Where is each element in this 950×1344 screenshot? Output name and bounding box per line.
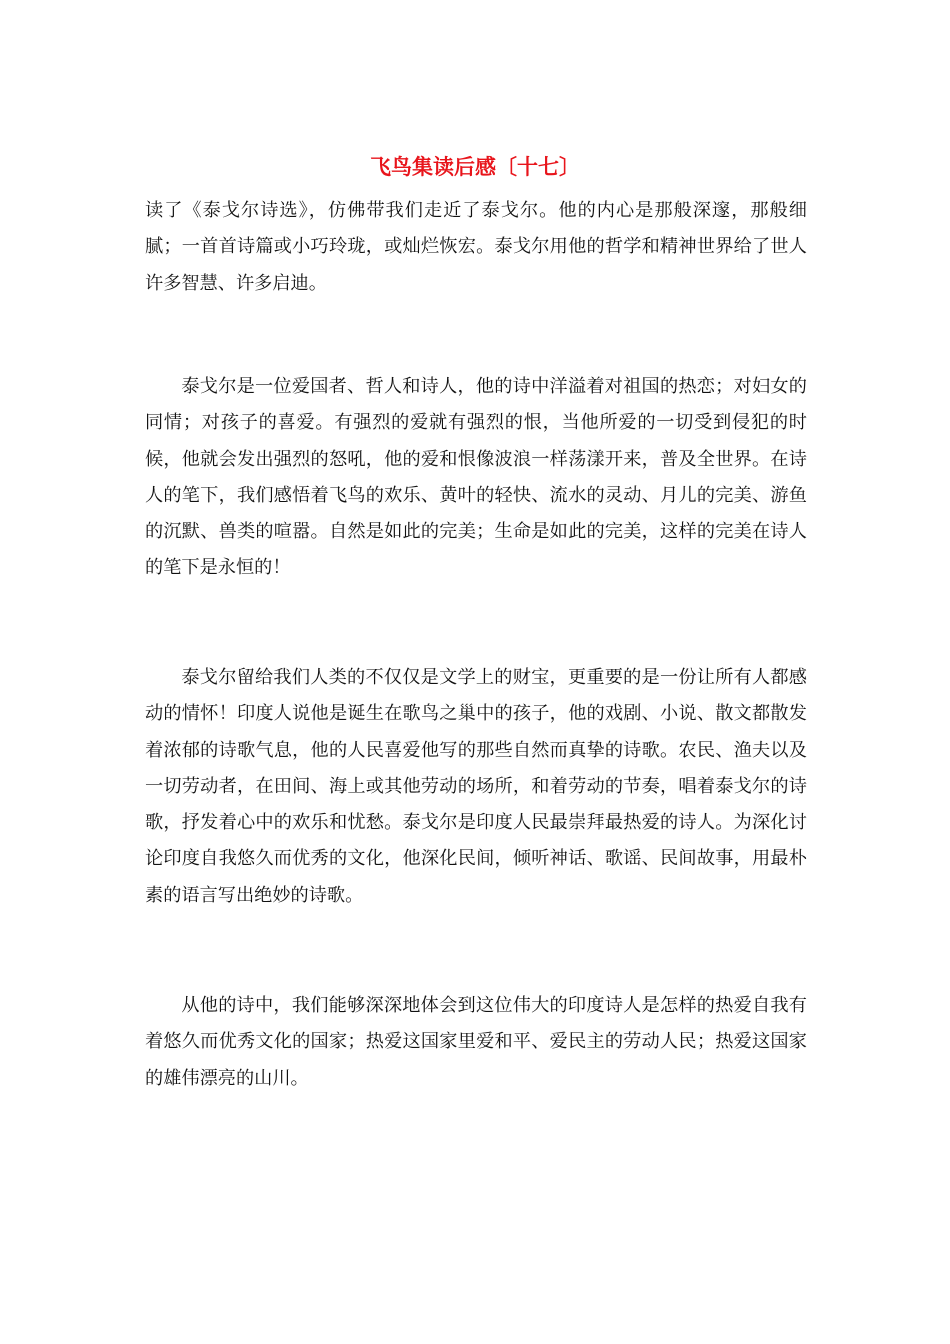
paragraph-3: 泰戈尔留给我们人类的不仅仅是文学上的财宝，更重要的是一份让所有人都感动的情怀！印度人说他是诞生在歌鸟之巢中的孩子，他的戏剧、小说、散文都散发着浓郁的诗歌气息，他的人民喜爱他写的那些自然而真挚的诗歌。农民、渔夫以及一切劳动者，在田间、海上或其他劳动的场所，和着劳动的节奏，唱着泰戈尔的诗歌，抒发着心中的欢乐和忧愁。泰戈尔是印度人民最崇拜最热爱的诗人。为深化讨论印度自我悠久而优秀的文化，他深化民间，倾听神话、歌谣、民间故事，用最朴素的语言写出绝妙的诗歌。 — [145, 667, 807, 906]
paragraph-1: 读了《泰戈尔诗选》，仿佛带我们走近了泰戈尔。他的内心是那般深邃，那般细腻；一首首诗篇或小巧玲珑，或灿烂恢宏。泰戈尔用他的哲学和精神世界给了世人许多智慧、许多启迪。 — [145, 200, 807, 294]
document-title: 飞鸟集读后感〔十七〕 — [370, 154, 580, 179]
paragraph-2: 泰戈尔是一位爱国者、哲人和诗人，他的诗中洋溢着对祖国的热恋；对妇女的同情；对孩子的喜爱。有强烈的爱就有强烈的恨，当他所爱的一切受到侵犯的时候，他就会发出强烈的怒吼，他的爱和恨像波浪一样荡漾开来，普及全世界。在诗人的笔下，我们感悟着飞鸟的欢乐、黄叶的轻快、流水的灵动、月儿的完美、游鱼的沉默、兽类的喧嚣。自然是如此的完美；生命是如此的完美，这样的完美在诗人的笔下是永恒的！ — [145, 376, 807, 579]
paragraph-4: 从他的诗中，我们能够深深地体会到这位伟大的印度诗人是怎样的热爱自我有着悠久而优秀文化的国家；热爱这国家里爱和平、爱民主的劳动人民；热爱这国家的雄伟漂亮的山川。 — [145, 995, 807, 1089]
